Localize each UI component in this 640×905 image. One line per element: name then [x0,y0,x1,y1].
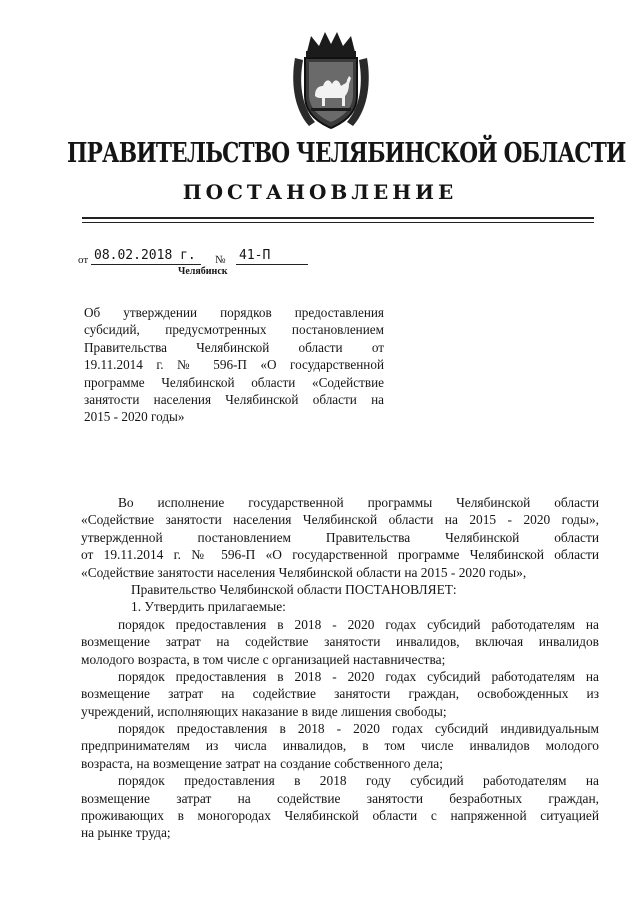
body-line: «Содействие занятости населения Челябинской области на 2015 - 2020 годы», [81,564,527,580]
document-body [81,494,599,842]
number-label: № [215,254,226,266]
subject-line: занятости населения Челябинской области на [84,392,384,408]
body-line: порядок предоставления в 2018 - 2020 годах субсидий работодателям на [118,616,599,632]
body-line: Правительство Челябинской области ПОСТАНОВЛЯЕТ: [131,581,457,597]
header-rule [82,217,594,219]
subject-line: 2015 - 2020 годы» [84,409,185,425]
subject-line: программе Челябинской области «Содействие [84,374,384,390]
document-number: 41-П [236,248,308,265]
body-line: на рынке труда; [81,825,171,841]
body-line: учреждений, исполняющих наказание в виде лишения свободы; [81,703,447,719]
body-line: Во исполнение государственной программы Челябинской области [118,495,599,510]
body-line: возраста, на возмещение затрат на создание собственного дела; [81,755,443,771]
body-line: порядок предоставления в 2018 - 2020 годах субсидий работодателям на [118,668,599,684]
document-subject [84,304,384,426]
body-line: возмещение затрат на содействие занятости инвалидов, включая инвалидов [81,634,599,650]
government-title: ПРАВИТЕЛЬСТВО ЧЕЛЯБИНСКОЙ ОБЛАСТИ [67,138,626,169]
date-label: от [78,254,89,266]
body-line: возмещение затрат на содействие занятости граждан, освобожденных из [81,686,599,702]
subject-line: Правительства Челябинской области от [84,339,384,355]
body-line: проживающих в моногородах Челябинской области с напряженной ситуацией [81,808,599,824]
document-type: ПОСТАНОВЛЕНИЕ [182,180,458,204]
body-line: 1. Утвердить прилагаемые: [131,599,286,615]
body-line: порядок предоставления в 2018 году субсидий работодателям на [118,773,599,789]
body-line: утвержденной постановлением Правительства Челябинской области [81,529,599,545]
body-line: от 19.11.2014 г. № 596-П «О государственной программе Челябинской области [81,547,599,563]
subject-line: субсидий, предусмотренных постановлением [84,322,384,338]
document-date: 08.02.2018 г. [91,248,201,265]
subject-line: 19.11.2014 г. № 596-П «О государственной [84,357,384,373]
city: Челябинск [178,266,228,277]
body-line: порядок предоставления в 2018 - 2020 годах субсидий индивидуальным [118,721,599,737]
coat-of-arms-icon [289,30,373,132]
body-line: молодого возраста, в том числе с организацией наставничества; [81,651,446,667]
subject-line: Об утверждении порядков предоставления [84,305,384,320]
body-line: возмещение затрат на содействие занятости безработных граждан, [81,790,599,806]
header-rule-thin [82,222,594,223]
body-line: предпринимателям из числа инвалидов, в том числе инвалидов молодого [81,738,599,754]
body-line: «Содействие занятости населения Челябинской области на 2015 - 2020 годы», [81,512,599,528]
